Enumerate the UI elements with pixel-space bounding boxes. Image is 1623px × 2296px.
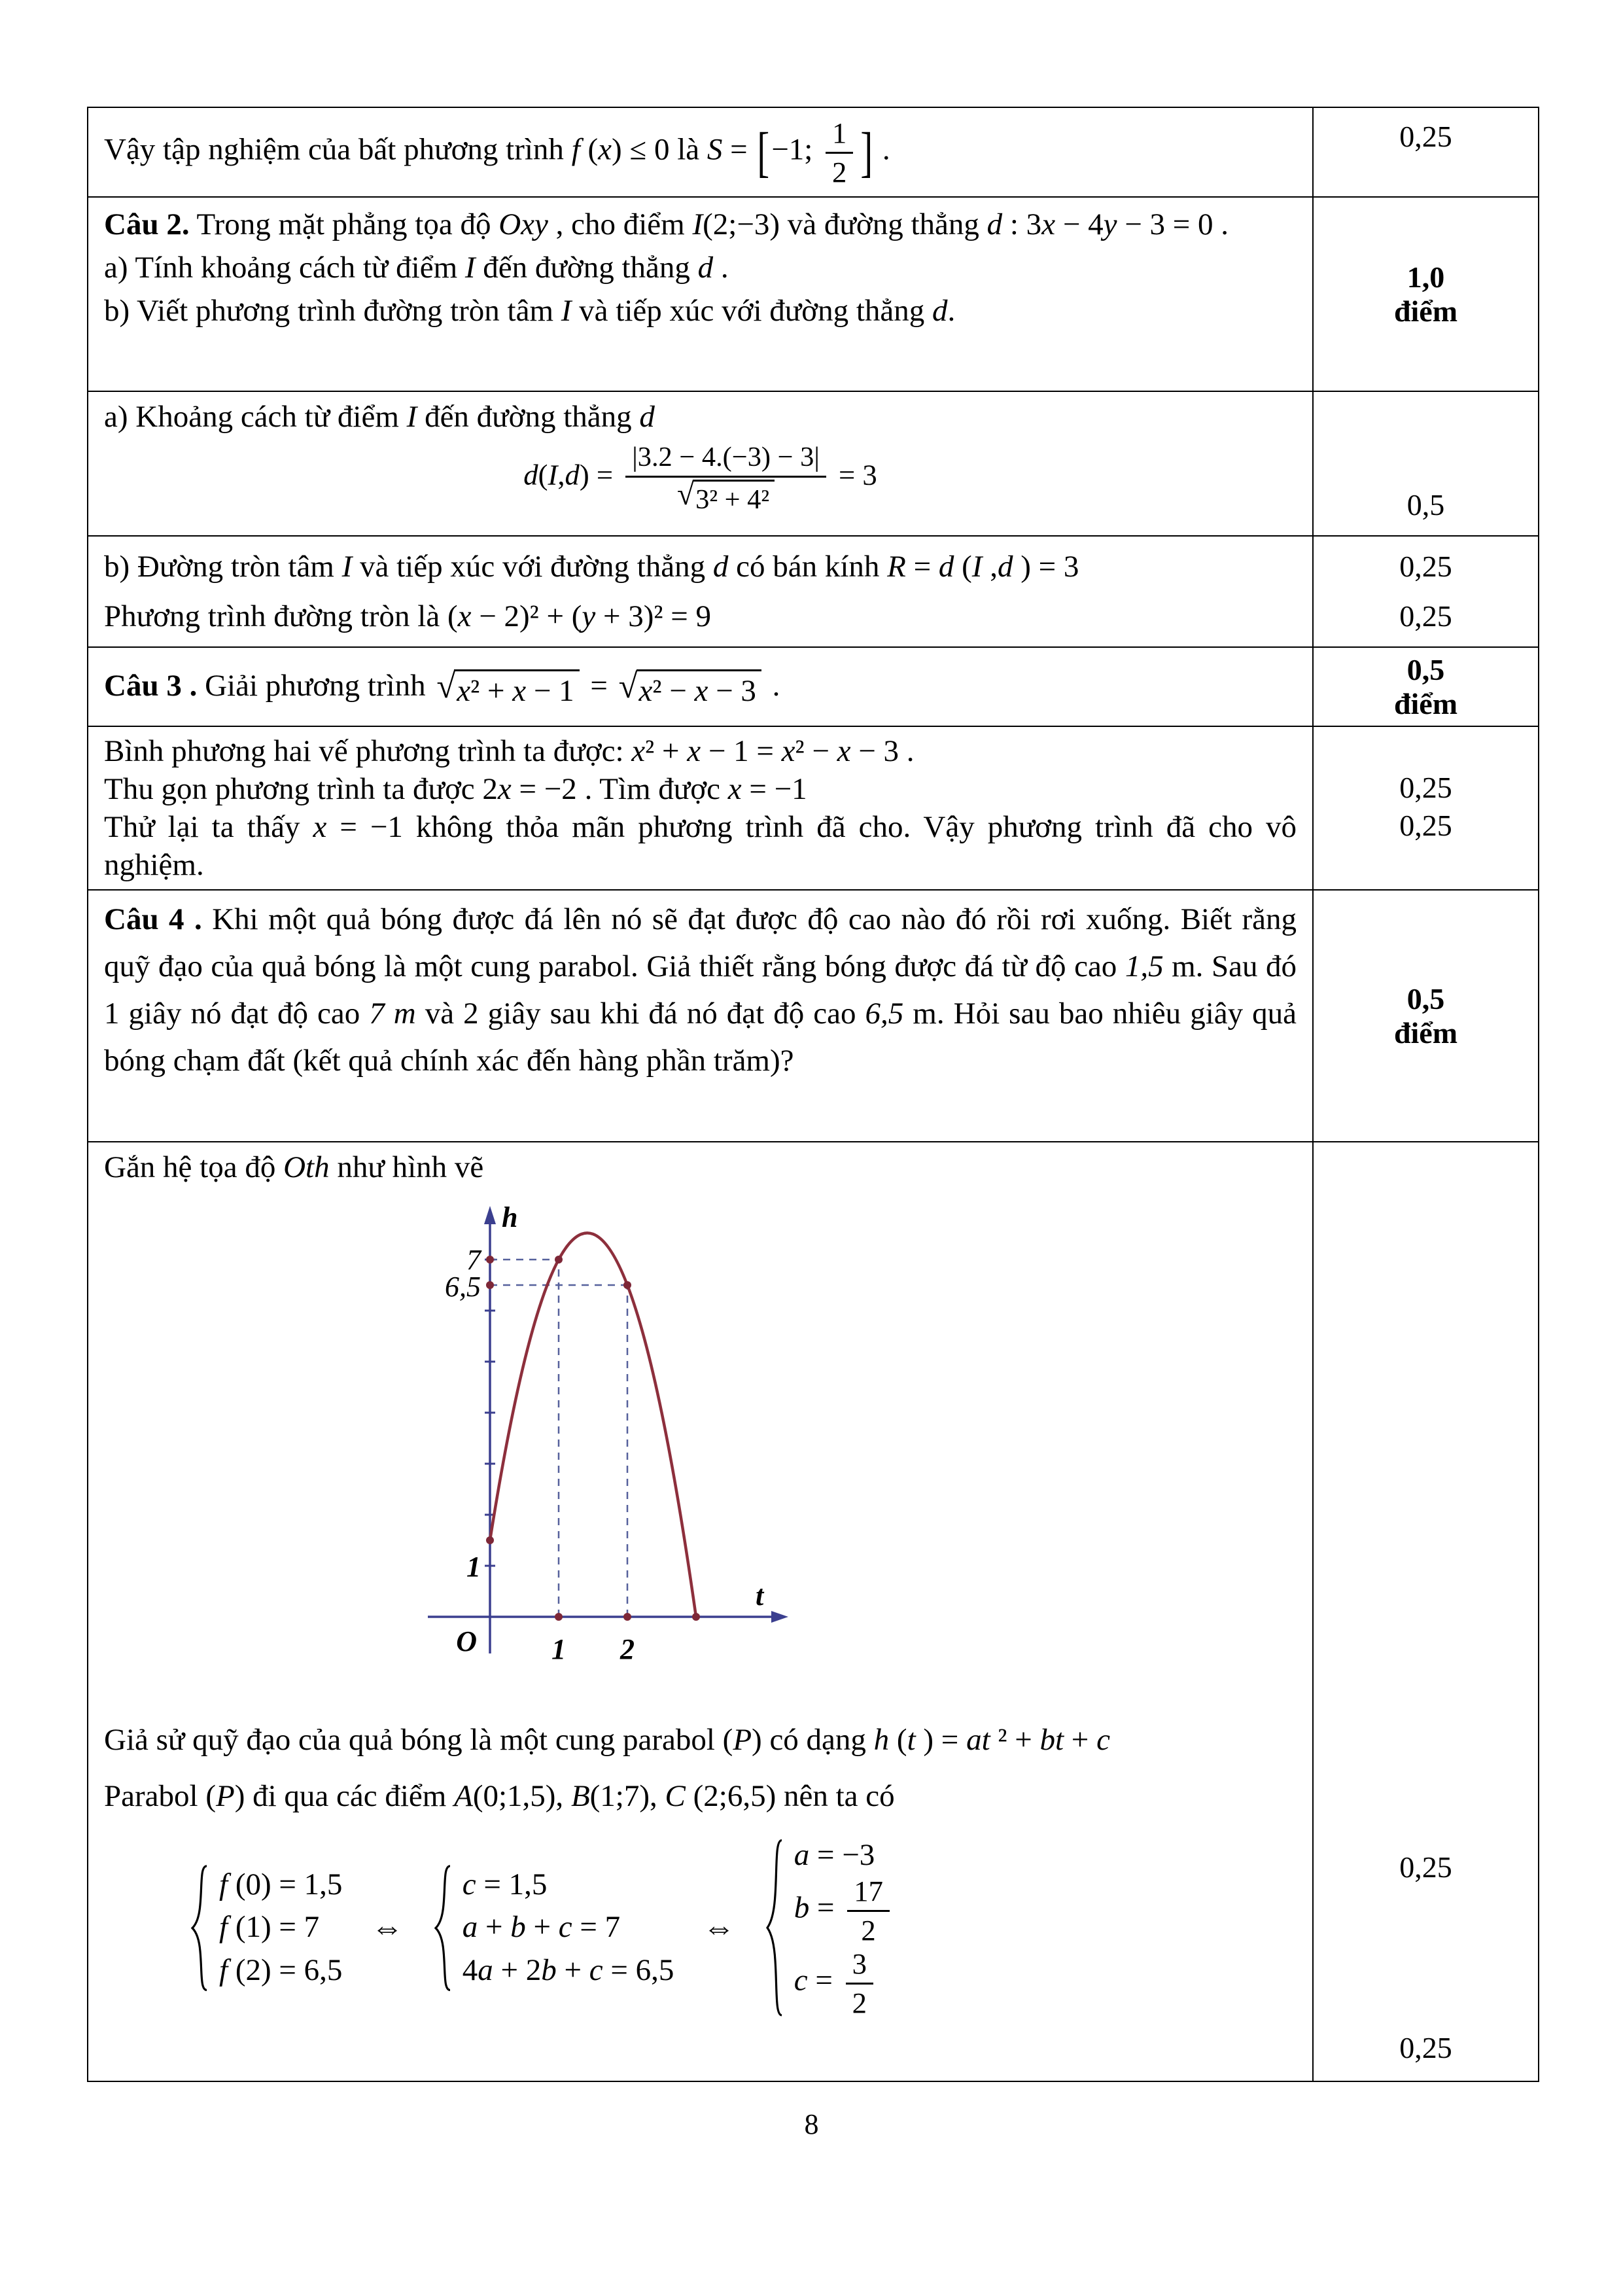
system-2-line: 4a + 2b + c = 6,5 — [462, 1953, 674, 1988]
system-2-line: a + b + c = 7 — [462, 1910, 621, 1945]
row-q4-statement — [88, 890, 1539, 1142]
q4-parabola-points: Parabol (P) đi qua các điểm A(0;1,5), B(1;7), C (2;6,5) nên ta có — [104, 1779, 895, 1814]
iff-arrow: ⇔ — [371, 1909, 404, 1946]
system-3-line: a = −3 — [794, 1838, 875, 1873]
t-axis-arrow — [771, 1611, 788, 1623]
points-cell — [1313, 726, 1539, 890]
q3-statement: Câu 3 . Giải phương trình √ x² + x − 1 = √ x² − x − 3 . — [104, 667, 780, 708]
t-axis-label: t — [756, 1580, 764, 1612]
q2-part-b: b) Viết phương trình đường tròn tâm I và tiếp xúc với đường thẳng d. — [104, 294, 956, 328]
points-value: 0,25 — [1399, 550, 1452, 583]
content-cell — [88, 107, 1313, 197]
system-3-line: b = $\frac{17}{2}$ — [794, 1874, 895, 1947]
x-tick-1: 1 — [551, 1633, 566, 1666]
system-2 — [432, 1863, 674, 1992]
q3-conclusion: Thử lại ta thấy x = −1 không thỏa mãn phương trình đã cho. Vậy phương trình đã cho vô nghiệm. — [104, 810, 1297, 883]
distance-formula: d(I,d) = |3.2 − 4.(−3) − 3| √ 3² + 4² = 3 — [523, 442, 877, 515]
points-value: 0,25 — [1399, 2031, 1452, 2065]
dashed-guides — [490, 1260, 627, 1617]
q3-step1: Bình phương hai vế phương trình ta được: x² + x − 1 = x² − x − 3 . — [104, 734, 915, 769]
page-number: 8 — [804, 2108, 819, 2140]
content-cell — [88, 536, 1313, 647]
q4-statement: Câu 4 . Khi một quả bóng được đá lên nó sẽ đạt được độ cao nào đó rồi rơi xuống. Biết rằng quỹ đạo của quả bóng là một cung parabol. Giả thiết rằng bóng được đá từ độ cao 1,5 m. Sau đó 1 giây nó đạt độ cao 7 m và 2 giây sau khi đá nó đạt độ cao 6,5 m. Hỏi sau bao nhiêu giây quả bóng chạm đất (kết quả chính xác đến hàng phần trăm)? — [104, 902, 1297, 1078]
points-value: 0,5 — [1406, 982, 1445, 1016]
content-cell — [88, 647, 1313, 726]
row-q3-solution — [88, 726, 1539, 890]
points-value: 1,0 — [1406, 260, 1445, 294]
points-value: 0,25 — [1399, 120, 1452, 153]
system-1-line: f (2) = 6,5 — [219, 1953, 343, 1988]
h-axis-arrow — [484, 1206, 496, 1224]
y-tick-6-5: 6,5 — [445, 1271, 481, 1303]
content-cell — [88, 1142, 1313, 2081]
equation-systems — [189, 1837, 1297, 2019]
points-cell — [1313, 536, 1539, 647]
points-unit: điểm — [1393, 294, 1458, 328]
points-unit: điểm — [1393, 1016, 1458, 1050]
row-q2a-solution — [88, 391, 1539, 536]
y-tick-1: 1 — [466, 1551, 481, 1583]
system-2-line: c = 1,5 — [462, 1867, 548, 1901]
content-cell — [88, 197, 1313, 391]
content-cell — [88, 726, 1313, 890]
points-cell — [1313, 107, 1539, 197]
figure-graph — [392, 1193, 824, 1703]
system-1-line: f (1) = 7 — [219, 1910, 320, 1945]
points-value: 0,5 — [1406, 653, 1445, 686]
answer-table — [87, 107, 1539, 2082]
points-value: 0,25 — [1399, 809, 1452, 843]
row-q2b-solution — [88, 536, 1539, 647]
row-q1-solution-set — [88, 107, 1539, 197]
row-q4-solution — [88, 1142, 1539, 2081]
points-value: 0,25 — [1399, 771, 1452, 805]
row-q2-statement — [88, 197, 1539, 391]
q3-step2: Thu gọn phương trình ta được 2x = −2 . Tìm được x = −1 — [104, 772, 807, 807]
content-cell — [88, 391, 1313, 536]
content-cell — [88, 890, 1313, 1142]
q2-statement: Câu 2. Trong mặt phẳng tọa độ Oxy , cho điểm I(2;−3) và đường thẳng d : 3x − 4y − 3 = 0 . — [104, 207, 1229, 241]
left-brace-icon — [432, 1863, 452, 1992]
left-brace-icon — [189, 1863, 209, 1992]
points-value: 0,5 — [1406, 488, 1445, 522]
h-axis-label: h — [502, 1201, 518, 1234]
q2-part-a: a) Tính khoảng cách từ điểm I đến đường thẳng d . — [104, 251, 729, 285]
solution-set-line: Vậy tập nghiệm của bất phương trình f (x) ≤ 0 là S = [−1; $\frac{1}{2}$ ] . — [104, 116, 890, 188]
figure-caption: Gắn hệ tọa độ Oth như hình vẽ — [104, 1150, 484, 1185]
system-1-line: f (0) = 1,5 — [219, 1867, 343, 1901]
x-tick-2: 2 — [620, 1633, 635, 1666]
origin-label: O — [456, 1625, 477, 1658]
q2a-text: a) Khoảng cách từ điểm I đến đường thẳng d — [104, 400, 655, 434]
q4-parabola-form: Giả sử quỹ đạo của quả bóng là một cung parabol (P) có dạng h (t ) = at ² + bt + c — [104, 1723, 1110, 1757]
parabola-curve — [490, 1233, 696, 1617]
points-value: 0,25 — [1399, 1850, 1452, 1884]
iff-arrow: ⇔ — [703, 1909, 735, 1946]
points-cell — [1313, 647, 1539, 726]
system-3 — [764, 1837, 895, 2019]
points-cell — [1313, 1142, 1539, 2081]
points-cell — [1313, 391, 1539, 536]
left-brace-icon — [764, 1837, 784, 2019]
points-value: 0,25 — [1399, 599, 1452, 633]
system-3-line: c = $\frac{3}{2}$ — [794, 1947, 895, 2019]
points-cell — [1313, 197, 1539, 391]
points-cell — [1313, 890, 1539, 1142]
q2b-radius-line: b) Đường tròn tâm I và tiếp xúc với đường thẳng d có bán kính R = d (I ,d ) = 3 — [104, 550, 1079, 584]
points-unit: điểm — [1393, 686, 1458, 720]
y-tick-7: 7 — [466, 1244, 481, 1277]
row-q3-statement — [88, 647, 1539, 726]
system-1 — [189, 1863, 342, 1992]
q2b-circle-equation: Phương trình đường tròn là (x − 2)² + (y + 3)² = 9 — [104, 599, 712, 633]
